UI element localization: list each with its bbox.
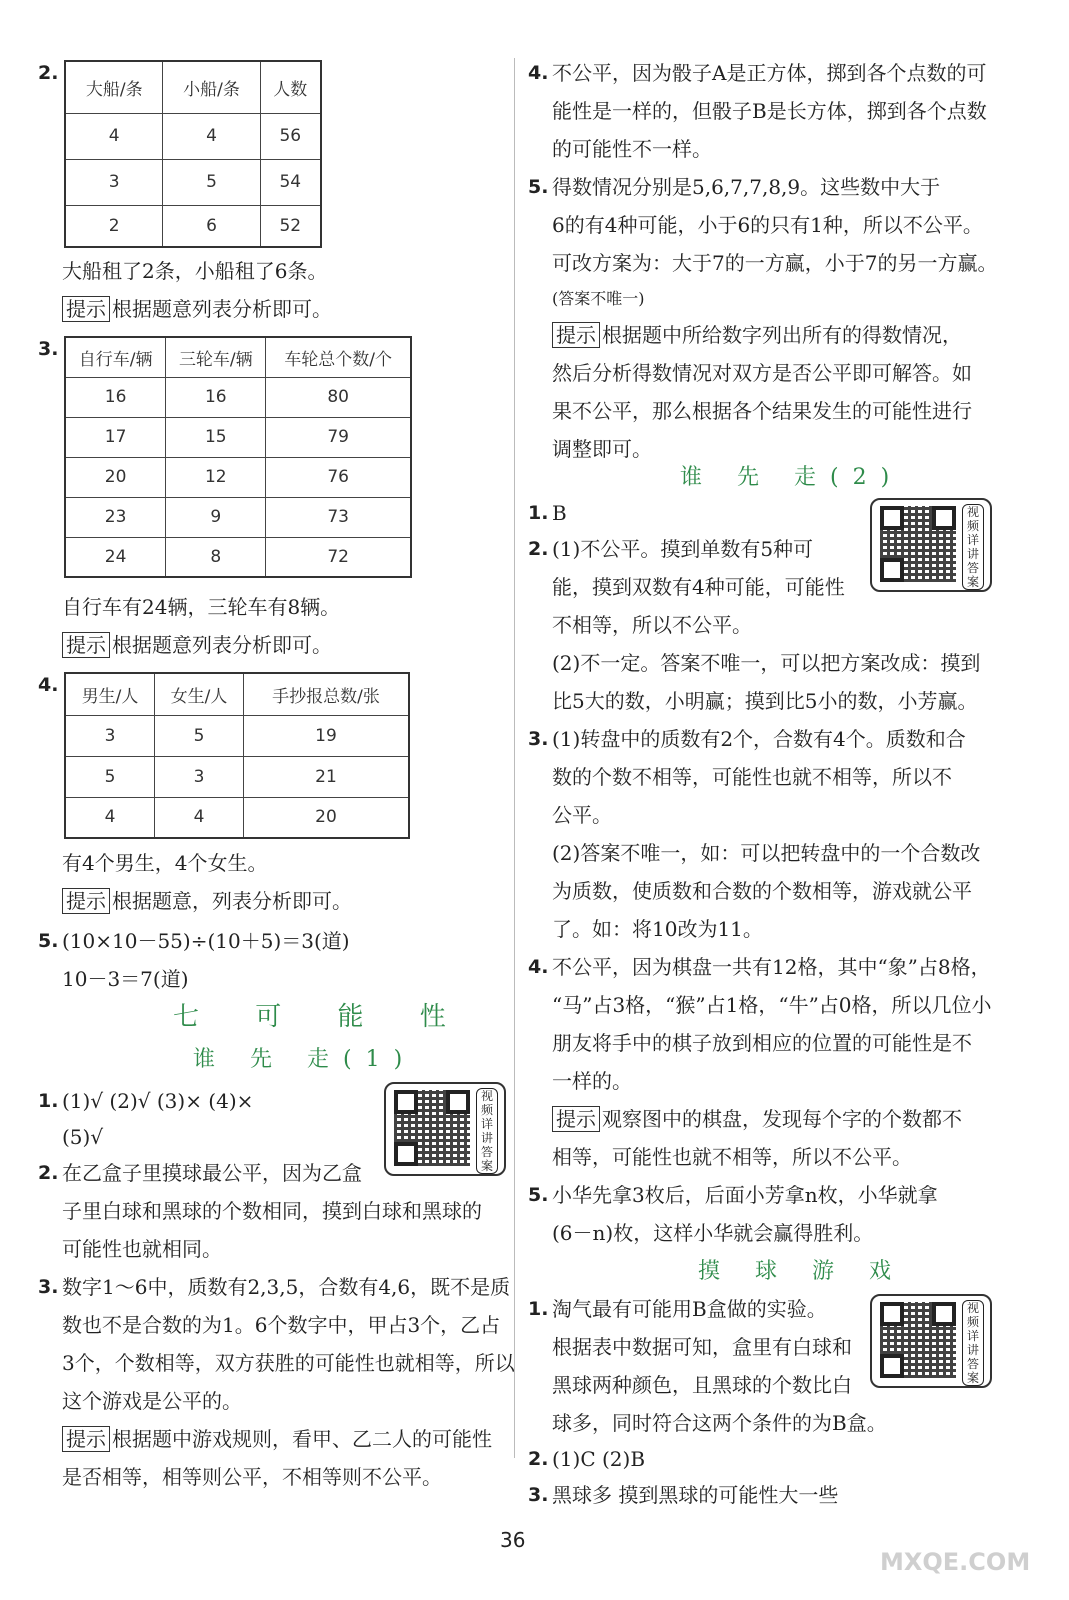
hint-text: 是否相等，相等则公平，不相等则不公平。: [62, 1465, 442, 1489]
answer-text: 这个游戏是公平的。: [62, 1389, 242, 1413]
hint-line: [62, 1426, 492, 1452]
section-title: 七 可 能 性: [173, 1002, 470, 1032]
qr-corner: [932, 506, 956, 530]
table-cell: 4: [163, 113, 260, 159]
question-number: 2.: [528, 538, 549, 560]
question-number: 2.: [38, 1162, 59, 1184]
table-cell: 5: [163, 159, 260, 205]
qr-label: 视频详讲答案: [962, 1300, 984, 1386]
answer-text: 不公平，因为棋盘一共有12格，其中“象”占8格，: [552, 955, 991, 979]
hint-badge: 提示: [62, 888, 110, 914]
table-cell: 5: [65, 756, 155, 797]
answer-text: 为质数，使质数和合数的个数相等，游戏就公平: [552, 879, 972, 903]
table-header: 自行车/辆: [65, 337, 166, 377]
question-number: 2.: [528, 1448, 549, 1470]
table-cell: 3: [65, 715, 155, 756]
question-number: 4.: [528, 956, 549, 978]
table-header: 手抄报总数/张: [243, 673, 409, 715]
table-header: 车轮总个数/个: [266, 337, 411, 377]
table-cell: 15: [166, 417, 266, 457]
answer-text: (1)不公平。摸到单数有5种可: [552, 537, 814, 561]
table-header: 人数: [260, 61, 321, 113]
question-number: 3.: [528, 1484, 549, 1506]
answer-text: (5)√: [62, 1125, 104, 1149]
hint-text: 根据题中游戏规则，看甲、乙二人的可能性: [112, 1427, 492, 1451]
table-cell: 6: [163, 205, 260, 247]
hint-badge: 提示: [552, 1106, 600, 1132]
hint-badge: 提示: [62, 1426, 110, 1452]
question-number: 5.: [38, 930, 59, 952]
table-cell: 9: [166, 497, 266, 537]
column-divider: [514, 58, 515, 1458]
table-cell: 3: [65, 159, 163, 205]
table-header: 女生/人: [155, 673, 244, 715]
qr-corner: [932, 1302, 956, 1326]
table-cell: 79: [266, 417, 411, 457]
qr-corner: [446, 1090, 470, 1114]
hint-line: [552, 1106, 962, 1132]
question-number: 4.: [38, 674, 59, 696]
answer-text: 能性是一样的，但骰子B是长方体，掷到各个点数: [552, 99, 987, 123]
table-cell: 72: [266, 537, 411, 577]
answer-text: (6－n)枚，这样小华就会赢得胜利。: [552, 1221, 874, 1245]
answer-text: 数字1～6中，质数有2,3,5，合数有4,6，既不是质: [62, 1275, 511, 1299]
table-header: 大船/条: [65, 61, 163, 113]
answer-text: 不公平，因为骰子A是正方体，掷到各个点数的可: [552, 61, 987, 85]
table-cell: 3: [155, 756, 244, 797]
hint-line: [62, 296, 332, 322]
answer-text: 得数情况分别是5,6,7,7,8,9。这些数中大于: [552, 175, 941, 199]
table-cell: 16: [65, 377, 166, 417]
answer-text: “马”占3格，“猴”占1格，“牛”占0格，所以几位小: [552, 993, 992, 1017]
qr-code[interactable]: [870, 1294, 992, 1388]
answer-text: 数的个数不相等，可能性也就不相等，所以不: [552, 765, 952, 789]
answer-text: 黑球多 摸到黑球的可能性大一些: [552, 1483, 839, 1507]
question-number: 4.: [528, 62, 549, 84]
qr-label: 视频详讲答案: [476, 1088, 498, 1174]
qr-label: 视频详讲答案: [962, 504, 984, 590]
table-header: 男生/人: [65, 673, 155, 715]
hint-text: 观察图中的棋盘，发现每个字的个数都不: [602, 1107, 962, 1131]
question-number: 1.: [38, 1090, 59, 1112]
table-cell: 8: [166, 537, 266, 577]
hint-text: 调整即可。: [552, 437, 652, 461]
subsection-title: 摸 球 游 戏: [698, 1259, 905, 1284]
question-number: 1.: [528, 502, 549, 524]
answer-text: 在乙盒子里摸球最公平，因为乙盒: [62, 1161, 362, 1185]
hint-badge: 提示: [552, 322, 600, 348]
table-cell: 76: [266, 457, 411, 497]
table-header: 三轮车/辆: [166, 337, 266, 377]
question-number: 5.: [528, 176, 549, 198]
equation-line: 10－3＝7(道): [62, 967, 189, 991]
qr-code[interactable]: [870, 498, 992, 592]
answer-text: 数也不是合数的为1。6个数字中，甲占3个，乙占: [62, 1313, 501, 1337]
answer-text: 朋友将手中的棋子放到相应的位置的可能性是不: [552, 1031, 972, 1055]
table-cell: 19: [243, 715, 409, 756]
answer-text: 公平。: [552, 803, 612, 827]
answer-text: (2)答案不唯一，如：可以把转盘中的一个合数改: [552, 841, 981, 865]
question-number: 3.: [528, 728, 549, 750]
answer-text: (2)不一定。答案不唯一，可以把方案改成：摸到: [552, 651, 981, 675]
table-cell: 80: [266, 377, 411, 417]
answer-text: (1)C (2)B: [552, 1447, 646, 1471]
answer-text: (1)转盘中的质数有2个，合数有4个。质数和合: [552, 727, 966, 751]
hint-badge: 提示: [62, 632, 110, 658]
question-number: 2.: [38, 62, 59, 84]
answer-text: 的可能性不一样。: [552, 137, 712, 161]
qr-corner: [880, 506, 904, 530]
page-number: 36: [500, 1528, 526, 1552]
hint-line: [552, 322, 962, 348]
subsection-title: 谁 先 走(1): [193, 1047, 417, 1072]
hint-text: 根据题意，列表分析即可。: [112, 889, 352, 913]
vehicle-table: [64, 336, 412, 578]
qr-corner: [880, 558, 904, 582]
answer-text: B: [552, 501, 567, 525]
hint-text: 然后分析得数情况对双方是否公平即可解答。如: [552, 361, 972, 385]
answer-text: 能，摸到双数有4种可能，可能性: [552, 575, 845, 599]
answer-text: 子里白球和黑球的个数相同，摸到白球和黑球的: [62, 1199, 482, 1223]
table-cell: 4: [65, 797, 155, 838]
answer-text: 根据表中数据可知，盒里有白球和: [552, 1335, 852, 1359]
table-header: 小船/条: [163, 61, 260, 113]
answer-text: 了。如：将10改为11。: [552, 917, 763, 941]
table-cell: 12: [166, 457, 266, 497]
table-cell: 54: [260, 159, 321, 205]
table-cell: 4: [155, 797, 244, 838]
hint-text: 相等，可能性也就不相等，所以不公平。: [552, 1145, 912, 1169]
hint-text: 根据题中所给数字列出所有的得数情况，: [602, 323, 962, 347]
question-number: 5.: [528, 1184, 549, 1206]
qr-code[interactable]: [384, 1082, 506, 1176]
answer-text: 小华先拿3枚后，后面小芳拿n枚，小华就拿: [552, 1183, 938, 1207]
qr-corner: [880, 1354, 904, 1378]
answer-text: 6的有4种可能，小于6的只有1种，所以不公平。: [552, 213, 983, 237]
table-cell: 23: [65, 497, 166, 537]
question-number: 1.: [528, 1298, 549, 1320]
question-number: 3.: [38, 338, 59, 360]
hint-line: [62, 888, 352, 914]
answer-text: 一样的。: [552, 1069, 632, 1093]
hint-text: 果不公平，那么根据各个结果发生的可能性进行: [552, 399, 972, 423]
watermark: MXQE.COM: [880, 1548, 1031, 1576]
table-cell: 17: [65, 417, 166, 457]
qr-corner: [394, 1142, 418, 1166]
table-cell: 4: [65, 113, 163, 159]
answer-note: (答案不唯一): [552, 289, 645, 308]
answer-text: 有4个男生，4个女生。: [62, 851, 268, 875]
table-cell: 21: [243, 756, 409, 797]
subsection-title: 谁 先 走(2): [680, 465, 904, 490]
table-cell: 20: [65, 457, 166, 497]
answer-text: 黑球两种颜色，且黑球的个数比白: [552, 1373, 852, 1397]
students-table: [64, 672, 410, 839]
table-cell: 2: [65, 205, 163, 247]
qr-corner: [394, 1090, 418, 1114]
equation-line: (10×10－55)÷(10＋5)＝3(道): [62, 929, 350, 953]
answer-text: 可能性也就相同。: [62, 1237, 222, 1261]
qr-corner: [880, 1302, 904, 1326]
answer-text: 球多，同时符合这两个条件的为B盒。: [552, 1411, 887, 1435]
table-cell: 24: [65, 537, 166, 577]
table-cell: 5: [155, 715, 244, 756]
answer-text: 可改方案为：大于7的一方赢，小于7的另一方赢。: [552, 251, 998, 275]
table-cell: 73: [266, 497, 411, 537]
hint-badge: 提示: [62, 296, 110, 322]
answer-text: 大船租了2条，小船租了6条。: [62, 259, 328, 283]
table-cell: 16: [166, 377, 266, 417]
answer-text: 比5大的数，小明赢；摸到比5小的数，小芳赢。: [552, 689, 978, 713]
hint-text: 根据题意列表分析即可。: [112, 633, 332, 657]
boat-table: [64, 60, 322, 248]
answer-text: 不相等，所以不公平。: [552, 613, 752, 637]
answer-text: 3个，个数相等，双方获胜的可能性也就相等，所以: [62, 1351, 515, 1375]
answer-text: 淘气最有可能用B盒做的实验。: [552, 1297, 827, 1321]
table-cell: 52: [260, 205, 321, 247]
hint-text: 根据题意列表分析即可。: [112, 297, 332, 321]
table-cell: 56: [260, 113, 321, 159]
question-number: 3.: [38, 1276, 59, 1298]
answer-text: (1)√ (2)√ (3)× (4)×: [62, 1089, 254, 1113]
table-cell: 20: [243, 797, 409, 838]
hint-line: [62, 632, 332, 658]
answer-text: 自行车有24辆，三轮车有8辆。: [62, 595, 341, 619]
